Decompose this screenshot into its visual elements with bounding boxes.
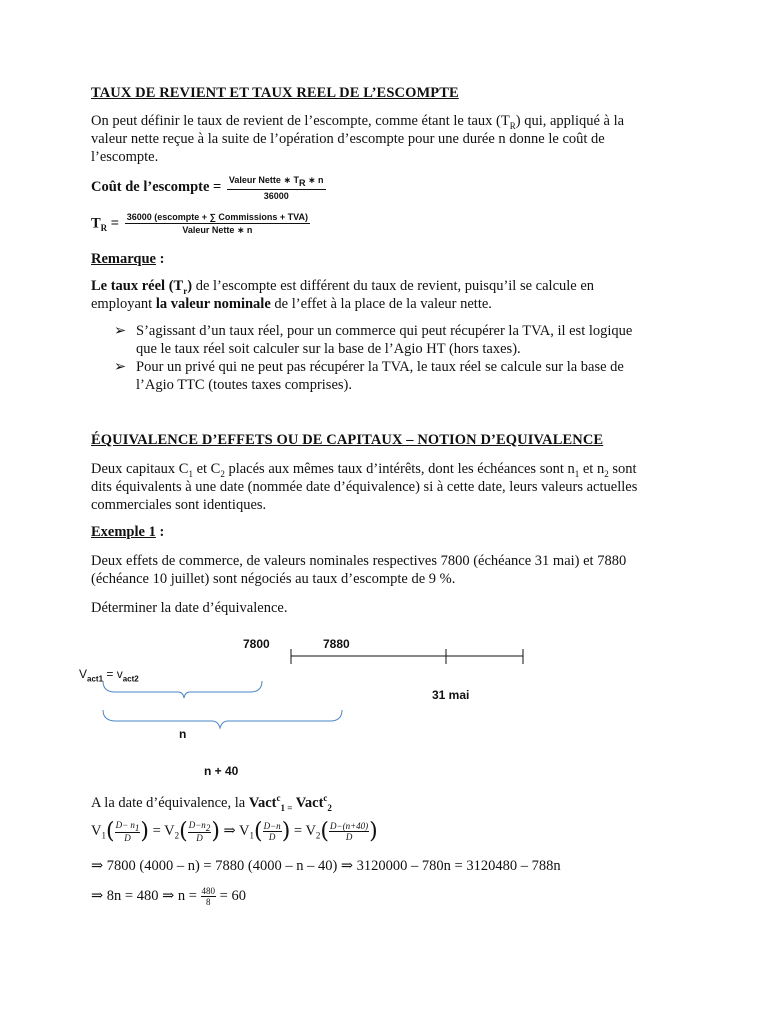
exemple-line-2: (échéance 10 juillet) sont négociés au taux d’escompte de 9 %. bbox=[91, 571, 456, 587]
cout-formula: Coût de l’escompte = $\frac{Valeur Nette ∗ T_R ∗ n}{36000}$ bbox=[91, 175, 324, 201]
remarque-heading: Remarque : bbox=[91, 251, 165, 267]
label-31-mai: 31 mai bbox=[432, 688, 470, 702]
label-n-plus-40: n + 40 bbox=[204, 764, 239, 778]
exemple-heading: Exemple 1 : bbox=[91, 524, 165, 540]
bullet-1-line-2: que le taux réel soit calculer sur la base de l’Agio HT (hors taxes). bbox=[136, 341, 521, 357]
tr-formula: $T_R$ = $\frac{\text{36000 (escompte + ∑ Commissions + TVA)}}{\text{Valeur Nette ∗ n}}$ bbox=[91, 212, 309, 235]
remarque-line-1: Le taux réel $(T_r)$ de l’escompte est différent du taux de revient, puisqu’il se calcule en bbox=[91, 278, 595, 296]
intro-line-2: valeur nette reçue à la suite de l’opération d’escompte pour une durée n donne le coût de bbox=[91, 131, 605, 147]
solution-line-1: A la date d’équivalence, la Vact$^c_{1 =}$ Vact$^c_2$ bbox=[91, 793, 332, 813]
bullet-2-line-1: Pour un privé qui ne peut pas récupérer la TVA, le taux réel se calcule sur la base de bbox=[136, 359, 624, 375]
bullet-1-line-1: S’agissant d’un taux réel, pour un commerce qui peut récupérer la TVA, il est logique bbox=[136, 323, 633, 339]
equiv-line-2: dits équivalents à une date (nommée date d’équivalence) si à cette date, leurs valeurs actuelles bbox=[91, 479, 638, 495]
remarque-line-2: employant la valeur nominale de l’effet à la place de la valeur nette. bbox=[91, 296, 492, 312]
solution-equation-2: $V_1$( $\frac{D- n_1}{D}$ ) = $V_2$( $\frac{D-n_2}{D}$ ) ⇒ $V_1$( $\frac{D-n}{D}$ ) = $V_2$( $\frac{D-(n+40)}{D}$ ) bbox=[91, 819, 378, 844]
solution-line-4: ⇒ 8n = 480 ⇒ n = $\frac{480}{8}$ = 60 bbox=[91, 886, 246, 907]
label-7880: 7880 bbox=[323, 637, 350, 651]
brace-n40 bbox=[103, 710, 342, 728]
determine-line: Déterminer la date d’équivalence. bbox=[91, 600, 288, 616]
equiv-line-1: Deux capitaux $C_1$ et $C_2$ placés aux mêmes taux d’intérêts, dont les échéances sont $n_1$ et $n_2$ sont bbox=[91, 461, 637, 479]
intro-line-3: l’escompte. bbox=[91, 149, 159, 165]
exemple-line-1: Deux effets de commerce, de valeurs nominales respectives 7800 (échéance 31 mai) et 7880 bbox=[91, 553, 627, 569]
vact-label: $V_{act1} = v_{act2}$ bbox=[79, 667, 139, 684]
section-title-equivalence: ÉQUIVALENCE D’EFFETS OU DE CAPITAUX – NOTION D’EQUIVALENCE bbox=[91, 432, 604, 448]
arrow-bullet-icon: ➢ bbox=[114, 323, 127, 339]
brace-n bbox=[103, 681, 262, 698]
bullet-2-line-2: l’Agio TTC (toutes taxes comprises). bbox=[136, 377, 352, 393]
solution-line-3: ⇒ 7800 (4000 – n) = 7880 (4000 – n – 40) ⇒ 3120000 – 780n = 3120480 – 788n bbox=[91, 858, 561, 874]
equiv-line-3: commerciales sont identiques. bbox=[91, 497, 267, 513]
label-n: n bbox=[179, 727, 187, 741]
intro-line-1: On peut définir le taux de revient de l’escompte, comme étant le taux $(T_R)$ qui, appliqué à la bbox=[91, 113, 625, 131]
arrow-bullet-icon: ➢ bbox=[114, 359, 127, 375]
label-7800: 7800 bbox=[243, 637, 270, 651]
section-title-taux: TAUX DE REVIENT ET TAUX REEL DE L’ESCOMPTE bbox=[91, 85, 459, 101]
